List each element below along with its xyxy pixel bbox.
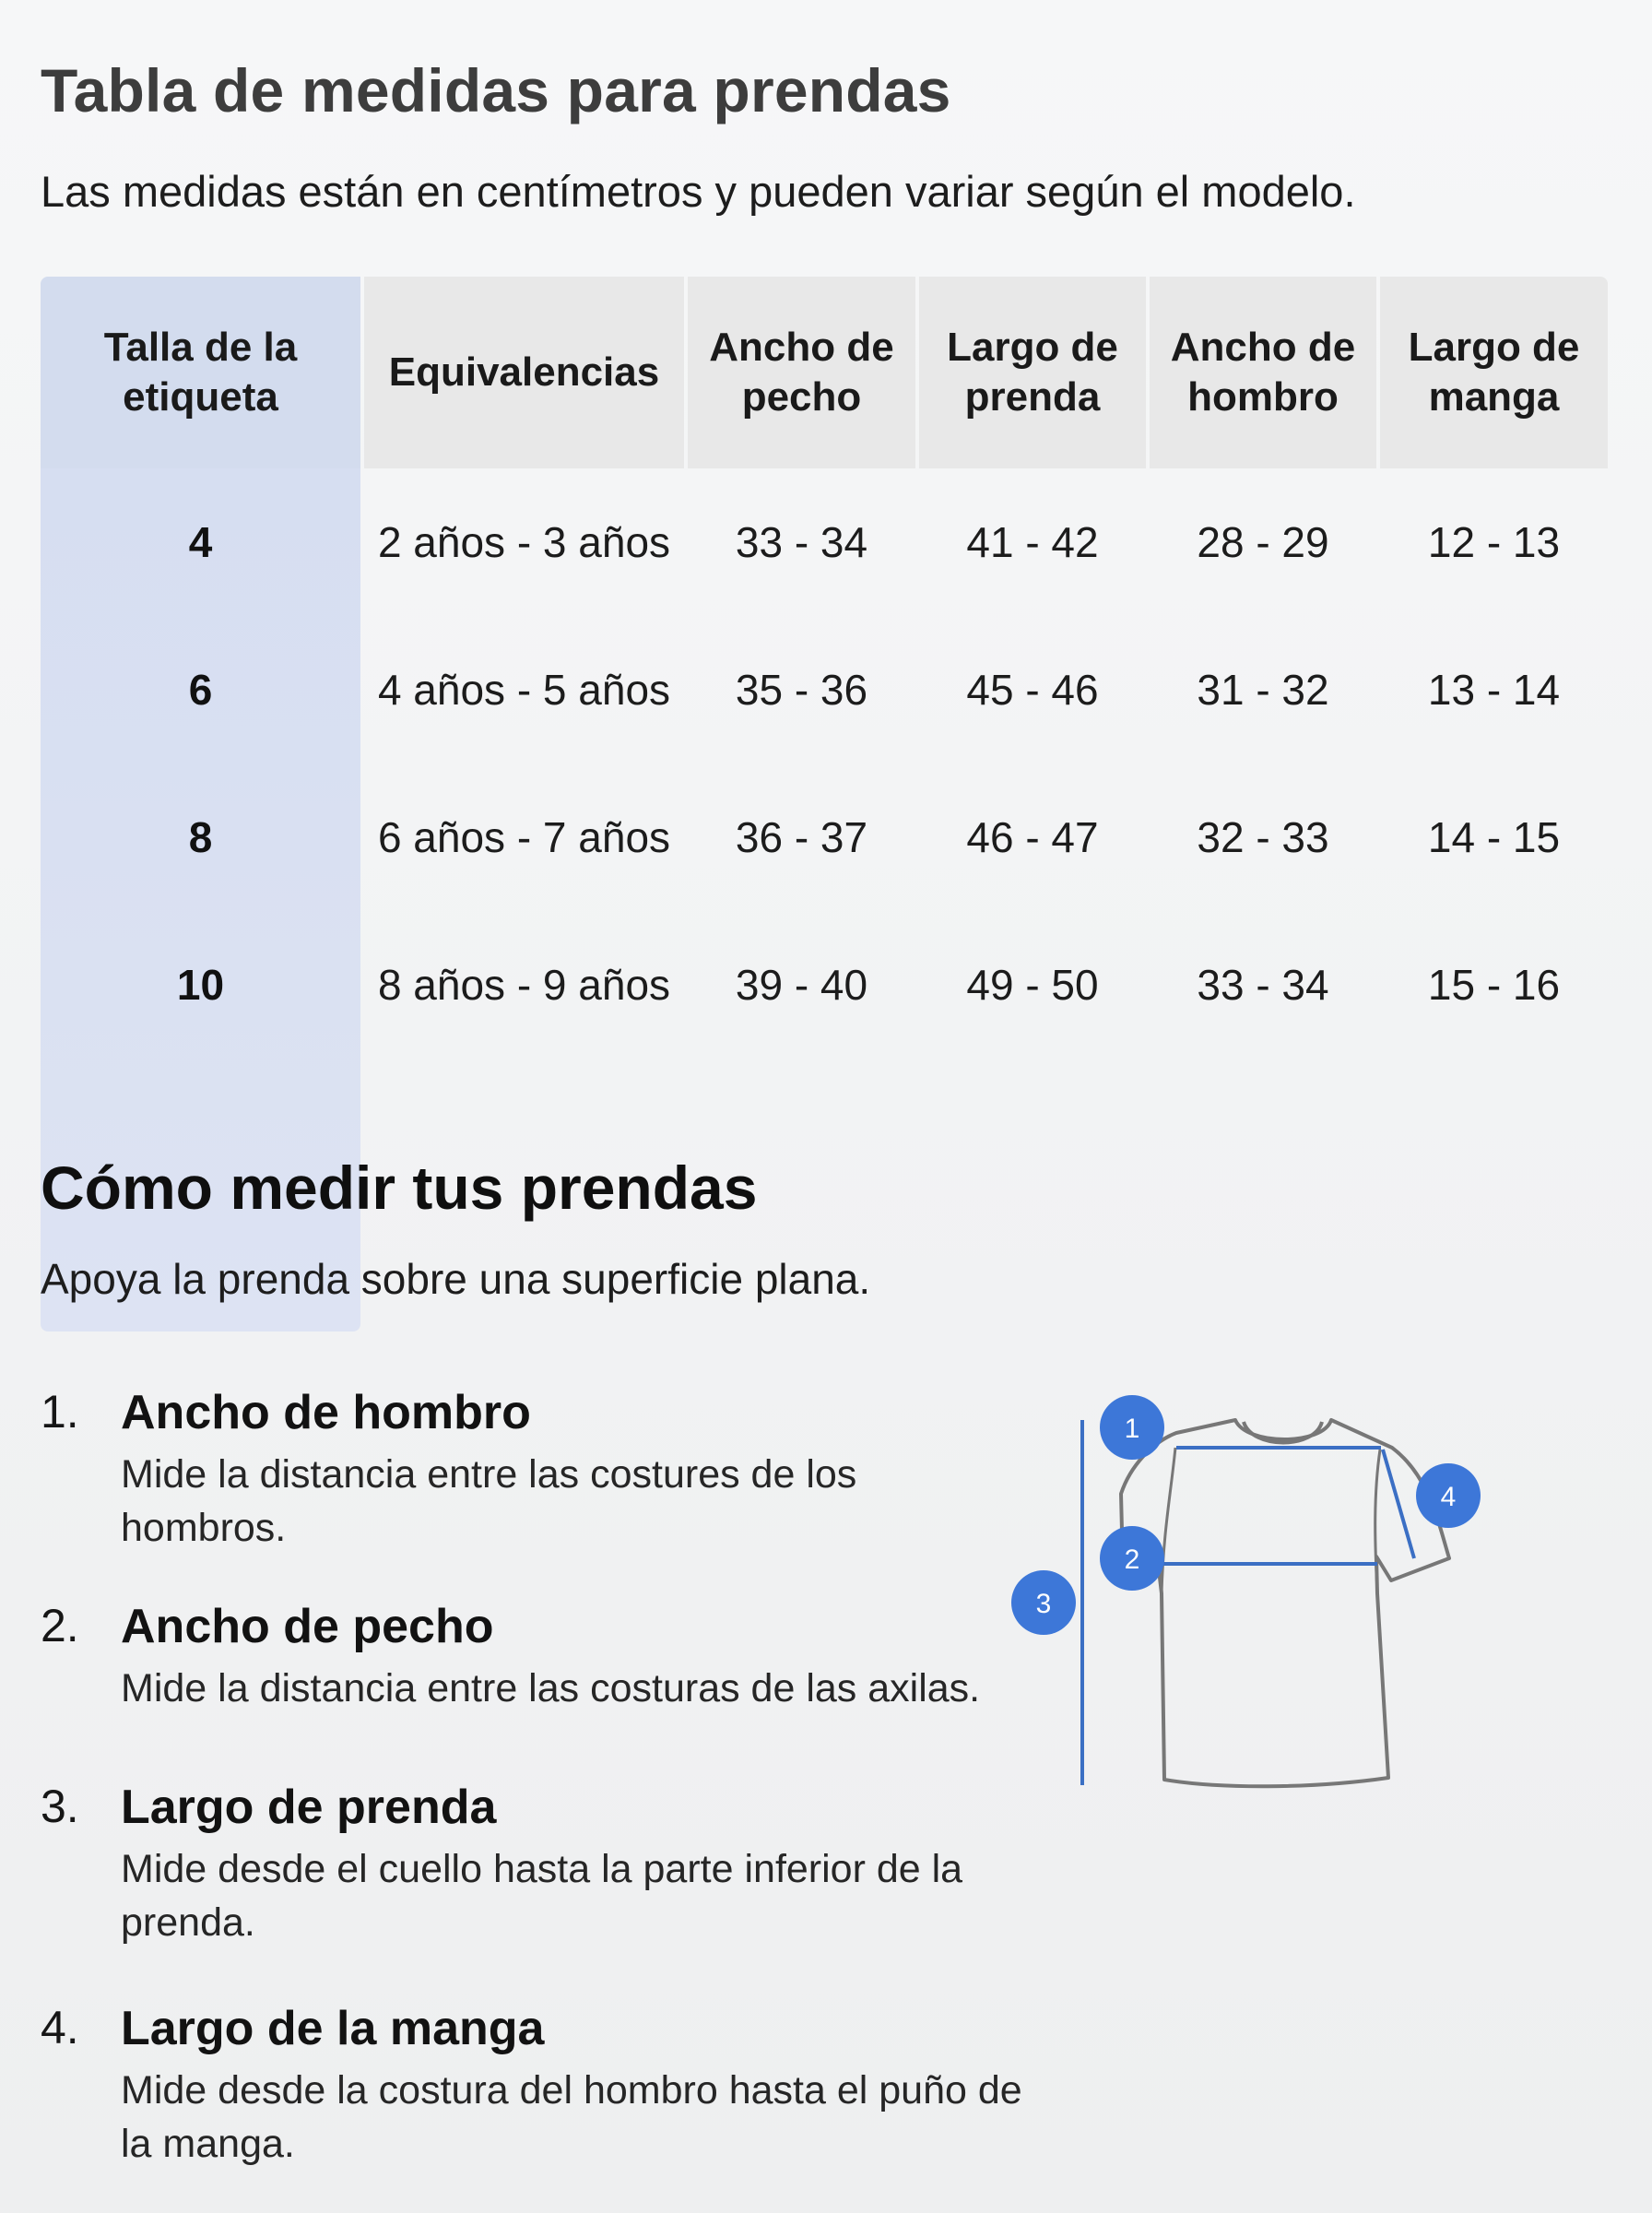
step-title: Largo de prenda	[121, 1781, 497, 1834]
step-garment-length	[41, 1780, 1018, 1955]
step-number: 2.	[41, 1600, 79, 1651]
table-row	[41, 616, 1608, 763]
tshirt-diagram-svg	[1005, 1383, 1521, 1807]
step-chest-width	[41, 1599, 1018, 1728]
cell-length: 46 - 47	[966, 813, 1099, 861]
howto-title: Cómo medir tus prendas	[41, 1154, 758, 1222]
header-chest-width: Ancho de pecho	[688, 277, 915, 468]
cell-chest: 39 - 40	[735, 961, 868, 1009]
step-number: 1.	[41, 1386, 79, 1438]
step-number: 4.	[41, 2002, 79, 2053]
step-shoulder-width	[41, 1385, 1018, 1560]
tshirt-measurement-icon	[1005, 1383, 1521, 1807]
cell-sleeve: 15 - 16	[1427, 961, 1561, 1009]
tshirt-outline	[1121, 1420, 1449, 1786]
table-row	[41, 468, 1608, 616]
table-row	[41, 763, 1608, 911]
step-description: Mide la distancia entre las costuras de las axilas.	[121, 1666, 981, 1710]
badge-4-label: 4	[1440, 1482, 1457, 1512]
cell-equivalence: 2 años - 3 años	[377, 518, 671, 566]
header-sleeve-length: Largo de manga	[1380, 277, 1608, 468]
cell-chest: 36 - 37	[735, 813, 868, 861]
howto-intro: Apoya la prenda sobre una superficie plana.	[41, 1255, 871, 1303]
cell-equivalence: 4 años - 5 años	[377, 666, 671, 714]
cell-length: 49 - 50	[966, 961, 1099, 1009]
cell-equivalence: 6 años - 7 años	[377, 813, 671, 861]
step-title: Largo de la manga	[121, 2002, 545, 2055]
cell-length: 41 - 42	[966, 518, 1099, 566]
step-title: Ancho de hombro	[121, 1386, 531, 1439]
cell-sleeve: 12 - 13	[1427, 518, 1561, 566]
cell-length: 45 - 46	[966, 666, 1099, 714]
header-garment-length: Largo de prenda	[919, 277, 1146, 468]
page-title: Tabla de medidas para prendas	[41, 56, 951, 124]
step-number: 3.	[41, 1781, 79, 1832]
cell-shoulder: 31 - 32	[1197, 666, 1329, 714]
cell-shoulder: 32 - 33	[1197, 813, 1329, 861]
cell-sleeve: 13 - 14	[1427, 666, 1561, 714]
cell-size: 10	[176, 961, 225, 1009]
badge-1-label: 1	[1124, 1414, 1140, 1444]
badge-2-label: 2	[1124, 1544, 1140, 1575]
tshirt-seam-right	[1375, 1450, 1380, 1592]
cell-shoulder: 28 - 29	[1197, 518, 1329, 566]
step-sleeve-length	[41, 2001, 1022, 2176]
cell-size: 4	[188, 518, 213, 566]
cell-equivalence: 8 años - 9 años	[377, 961, 671, 1009]
cell-chest: 33 - 34	[735, 518, 868, 566]
step-description: Mide desde el cuello hasta la parte inferior de la prenda.	[121, 1847, 963, 1945]
step-description: Mide desde la costura del hombro hasta el puño de la manga.	[121, 2068, 1022, 2166]
step-description: Mide la distancia entre las costures de los hombros.	[121, 1452, 857, 1550]
cell-size: 8	[188, 813, 213, 861]
cell-chest: 35 - 36	[735, 666, 868, 714]
tshirt-seam-left	[1162, 1448, 1175, 1593]
header-shoulder-width: Ancho de hombro	[1150, 277, 1376, 468]
cell-sleeve: 14 - 15	[1427, 813, 1561, 861]
table-header-row	[41, 277, 1608, 468]
cell-shoulder: 33 - 34	[1197, 961, 1329, 1009]
header-equivalences: Equivalencias	[364, 277, 684, 468]
header-size-label: Talla de la etiqueta	[41, 277, 360, 468]
table-row	[41, 911, 1608, 1059]
step-title: Ancho de pecho	[121, 1600, 494, 1653]
badge-3-label: 3	[1035, 1589, 1052, 1619]
page-subtitle: Las medidas están en centímetros y pueden variar según el modelo.	[41, 167, 1356, 216]
cell-size: 6	[188, 666, 213, 714]
